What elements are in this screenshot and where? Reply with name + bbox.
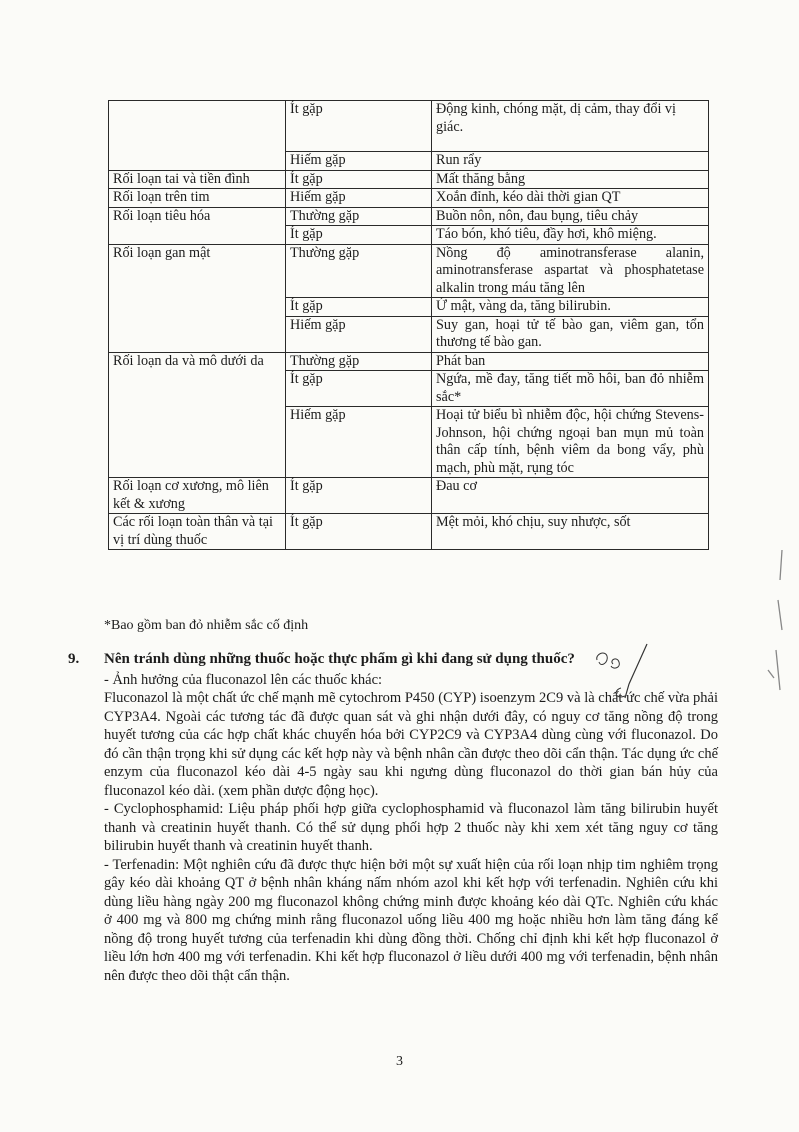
organ-cell: Rối loạn cơ xương, mô liên kết & xương: [109, 478, 286, 514]
frequency-cell: Ít gặp: [286, 101, 432, 152]
section-title: Nên tránh dùng những thuốc hoặc thực phẩm gì khi đang sử dụng thuốc?: [104, 651, 575, 667]
frequency-cell: Ít gặp: [286, 514, 432, 550]
effect-cell: Nồng độ aminotransferase alanin, aminotransferase aspartat và phosphatetase alkalin trong máu tăng lên: [432, 244, 709, 298]
effect-cell: Run rẩy: [432, 152, 709, 171]
effect-cell: Suy gan, hoại tử tế bào gan, viêm gan, tổn thương tế bào gan.: [432, 316, 709, 352]
effect-cell: Ứ mật, vàng da, tăng bilirubin.: [432, 298, 709, 317]
page-number: 3: [396, 1054, 403, 1069]
frequency-cell: Hiếm gặp: [286, 407, 432, 478]
organ-cell: Rối loạn tiêu hóa: [109, 207, 286, 244]
organ-cell: Các rối loạn toàn thân và tại vị trí dùng thuốc: [109, 514, 286, 550]
effect-cell: Phát ban: [432, 352, 709, 371]
table-row: [109, 514, 709, 550]
frequency-cell: Thường gặp: [286, 207, 432, 226]
effect-cell: Xoắn đỉnh, kéo dài thời gian QT: [432, 189, 709, 208]
effect-cell: Buồn nôn, nôn, đau bụng, tiêu chảy: [432, 207, 709, 226]
effect-cell: Ngứa, mề đay, tăng tiết mồ hôi, ban đỏ nhiễm sắc*: [432, 371, 709, 407]
frequency-cell: Hiếm gặp: [286, 316, 432, 352]
frequency-cell: Ít gặp: [286, 478, 432, 514]
frequency-cell: Thường gặp: [286, 352, 432, 371]
section-body: [104, 671, 718, 986]
effect-cell: Mệt mỏi, khó chịu, suy nhược, sốt: [432, 514, 709, 550]
handwritten-mark-icon: [585, 640, 665, 710]
adverse-effects-table: [108, 100, 709, 550]
frequency-cell: Thường gặp: [286, 244, 432, 298]
organ-cell: Rối loạn da và mô dưới da: [109, 352, 286, 478]
frequency-cell: Hiếm gặp: [286, 152, 432, 171]
paragraph: - Ảnh hưởng của fluconazol lên các thuốc khác:: [104, 671, 383, 688]
table-row: [109, 244, 709, 298]
effect-cell: Hoại tử biểu bì nhiễm độc, hội chứng Stevens-Johnson, hội chứng ngoại ban mụn mủ toàn thân cấp tính, bệnh viêm da bong vẩy, phù mạch, phù mặt, rụng tóc: [432, 407, 709, 478]
effect-cell: Động kinh, chóng mặt, dị cảm, thay đổi vị giác.: [432, 101, 709, 152]
table-footnote: *Bao gồm ban đỏ nhiễm sắc cố định: [104, 618, 309, 633]
effect-cell: Táo bón, khó tiêu, đầy hơi, khô miệng.: [432, 226, 709, 245]
frequency-cell: Ít gặp: [286, 226, 432, 245]
table-row: [109, 478, 709, 514]
organ-cell: [109, 101, 286, 171]
paragraph: - Cyclophosphamid: Liệu pháp phối hợp giữa cyclophosphamid và fluconazol làm tăng bilirubin huyết thanh và creatinin huyết thanh. Có thể sử dụng phối hợp 2 thuốc này khi xem xét tăng nguy cơ tăng bilirubin huyết thanh và creatinin huyết thanh.: [104, 801, 718, 854]
margin-scribble-icon: [760, 540, 796, 700]
frequency-cell: Hiếm gặp: [286, 189, 432, 208]
frequency-cell: Ít gặp: [286, 298, 432, 317]
paragraph: - Terfenadin: Một nghiên cứu đã được thực hiện bởi một sự xuất hiện của rối loạn nhịp tim nghiêm trọng gây kéo dài khoảng QT ở bệnh nhân kháng nấm nhóm azol khi kết hợp với terfenadin. Nghiên cứu khi dùng liều hàng ngày 200 mg fluconazol không chứng minh được khoảng kéo dài QTc. Nghiên cứu khác ở 400 mg và 800 mg chứng minh rằng fluconazol uống liều 400 mg hoặc nhiều hơn làm tăng đáng kể nồng độ trong huyết tương của terfenadin khi dùng đồng thời. Chống chỉ định khi kết hợp fluconazol ở liều lớn hơn 400 mg với terfenadin. Khi kết hợp fluconazol ở liều dưới 400 mg với terfenadin, bệnh nhân nên được theo dõi thật cẩn thận.: [104, 856, 718, 984]
table-row: [109, 101, 709, 152]
frequency-cell: Ít gặp: [286, 170, 432, 189]
section-number: 9.: [68, 651, 80, 667]
table-row: [109, 207, 709, 226]
table-row: [109, 170, 709, 189]
frequency-cell: Ít gặp: [286, 371, 432, 407]
effect-cell: Mất thăng bằng: [432, 170, 709, 189]
organ-cell: Rối loạn tai và tiền đình: [109, 170, 286, 189]
table-row: [109, 352, 709, 371]
effect-cell: Đau cơ: [432, 478, 709, 514]
table-row: [109, 189, 709, 208]
organ-cell: Rối loạn gan mật: [109, 244, 286, 352]
paragraph: Fluconazol là một chất ức chế mạnh mẽ cytochrom P450 (CYP) isoenzym 2C9 và là chất ức chế vừa phải CYP3A4. Ngoài các tương tác đã được quan sát và ghi nhận dưới đây, có nguy cơ tăng nồng độ trong huyết tương của các hợp chất khác chuyển hóa bởi CYP2C9 và CYP3A4 dùng cùng với fluconazol. Do đó cần thận trọng khi sử dụng các kết hợp này và bệnh nhân cần được theo dõi cẩn thận. Tác dụng ức chế enzym của fluconazol kéo dài 4-5 ngày sau khi ngưng dùng fluconazol do thời gian bán hủy của fluconazol kéo dài. (xem phần dược động học).: [104, 690, 718, 799]
organ-cell: Rối loạn trên tim: [109, 189, 286, 208]
